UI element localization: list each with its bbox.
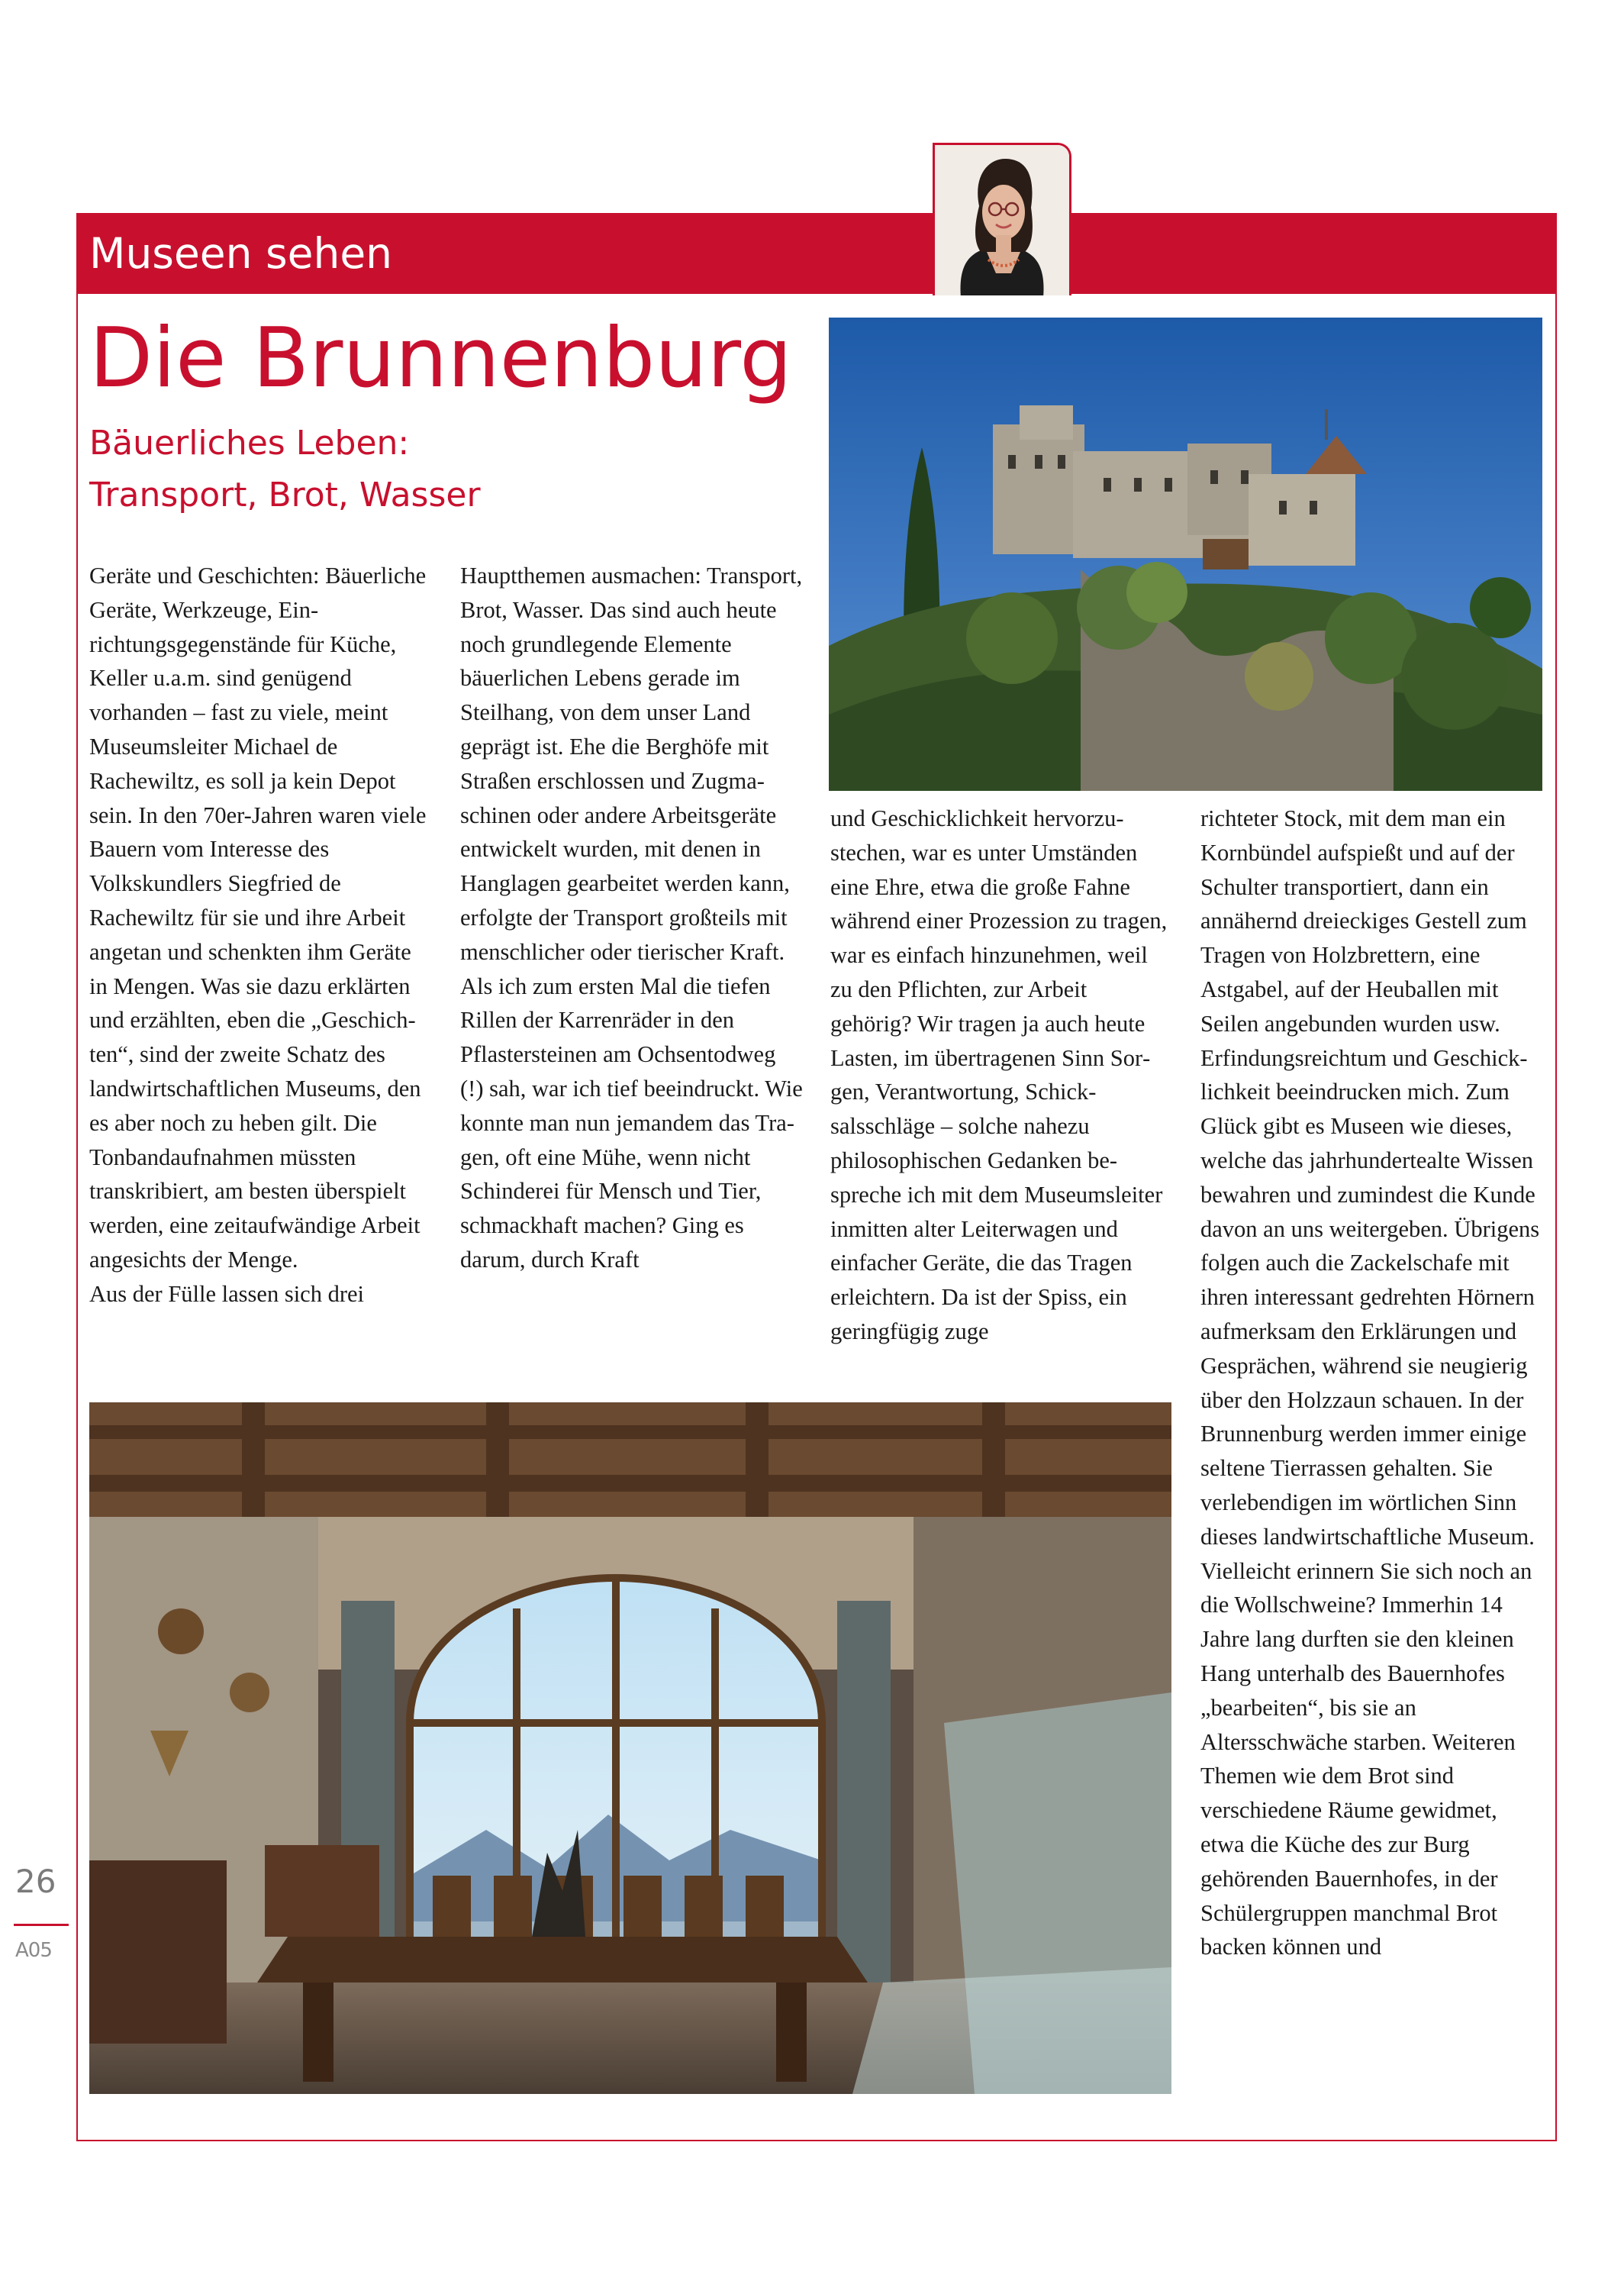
castle-illustration bbox=[829, 318, 1542, 791]
column-3-text: und Geschicklichkeit hervorzustechen, war es unter Umständen eine Ehre, etwa die große Fahne während einer Prozession zu tragen, war es einfach hinzunehmen, weil zu den Pflichten, zur Arbeit gehörig? Wir tragen ja auch heute Lasten, im übertragenen Sinn Sorgen, Verantwortung, Schicksalsschläge – solche nahezu philosophischen Gedanken bespreche ich mit dem Museumsleiter inmitten alter Leiterwagen und einfacher Geräte, die das Tragen erleichtern. Da ist der Spiss, ein geringfügig zuge bbox=[830, 805, 1168, 1344]
article-title: Die Brunnenburg bbox=[89, 311, 792, 406]
article-column-2 bbox=[460, 559, 804, 1277]
column-4-text: richteter Stock, mit dem man ein Kornbündel aufspießt und auf der Schulter transportiert, dann ein annähernd dreieckiges Gestell zum Tragen von Holzbrettern, eine Astgabel, auf der Heuballen mit Seilen angebunden wurden usw. Erfindungsreichtum und Geschicklichkeit beeindrucken mich. Zum Glück gibt es Museen wie dieses, welche das jahrhundertealte Wissen bewahren und zumindest die Kunde davon an uns weitergeben. Übrigens folgen auch die Zackelschafe mit ihren interessant gedrehten Hörnern aufmerksam den Erklärungen und Gesprächen, während sie neugierig über den Holzzaun schauen. In der Brunnenburg werden immer einige seltene Tierrassen gehalten. Sie verlebendigen im wörtlichen Sinn dieses landwirtschaftliche Museum. Vielleicht erinnern Sie sich noch an die Wollschweine? Immerhin 14 Jahre lang durften sie den kleinen Hang unterhalb des Bauernhofes „bearbeiten“, bis sie an Altersschwäche starben. Weiteren Themen wie dem Brot sind verschiedene Räume gewidmet, etwa die Küche des zur Burg gehörenden Bauernhofes, in der Schülergruppen manchmal Brot backen können und bbox=[1200, 805, 1540, 1960]
section-label: Museen sehen bbox=[89, 229, 393, 278]
page-number-rule bbox=[14, 1924, 69, 1926]
article-column-4 bbox=[1200, 802, 1540, 1964]
column-1-text: Geräte und Geschichten: Bäuerliche Geräte, Werkzeuge, Einrichtungsgegenstände für Küche, Keller u.a.m. sind genügend vorhanden – fast zu viele, meint Museumsleiter Michael de Rachewiltz, es soll ja kein Depot sein. In den 70er-Jahren waren viele Bauern vom Interesse des Volkskundlers Siegfried de Rachewiltz für sie und ihre Arbeit angetan und schenkten ihm Geräte in Mengen. Was sie dazu erklärten und erzählten, eben die „Geschichten“, sind der zweite Schatz des landwirtschaftlichen Museums, den es aber noch zu heben gilt. Die Tonbandaufnahmen müssten transkribiert, am besten überspielt werden, eine zeitaufwändige Arbeit angesichts der Menge. Aus der Fülle lassen sich drei bbox=[89, 563, 427, 1307]
issue-label: A05 bbox=[15, 1939, 52, 1962]
subtitle-line-1: Bäuerliches Leben: bbox=[89, 424, 410, 463]
interior-illustration bbox=[89, 1402, 1171, 2094]
article-column-1 bbox=[89, 559, 433, 1311]
article-column-3 bbox=[830, 802, 1174, 1349]
subtitle-line-2: Transport, Brot, Wasser bbox=[89, 476, 481, 515]
article-subtitle bbox=[89, 418, 481, 521]
castle-photo bbox=[829, 318, 1542, 791]
interior-photo bbox=[89, 1402, 1171, 2094]
author-portrait bbox=[933, 143, 1071, 295]
column-2-text: Hauptthemen ausmachen: Transport, Brot, Wasser. Das sind auch heute noch grundlegende Elemente bäuerlichen Lebens gerade im Steilhang, von dem unser Land geprägt ist. Ehe die Berghöfe mit Straßen erschlossen und Zugmaschinen oder andere Arbeitsgeräte entwickelt wurden, mit denen in Hanglagen gearbeitet werden kann, erfolgte der Transport großteils mit menschlicher oder tierischer Kraft. Als ich zum ersten Mal die tiefen Rillen der Karrenräder in den Pflastersteinen am Ochsentodweg (!) sah, war ich tief beeindruckt. Wie konnte man nun jemandem das Tragen, oft eine Mühe, wenn nicht Schinderei für Mensch und Tier, schmackhaft machen? Ging es darum, durch Kraft bbox=[460, 563, 803, 1273]
page-number: 26 bbox=[15, 1863, 56, 1900]
author-photo bbox=[935, 145, 1069, 295]
